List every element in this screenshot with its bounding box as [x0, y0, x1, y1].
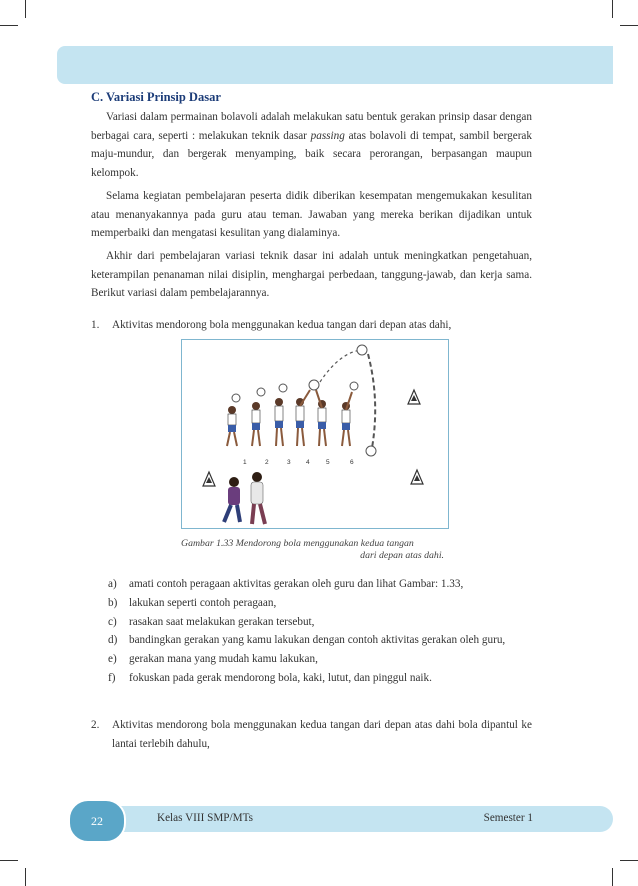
figure-illustration	[181, 339, 449, 529]
figure-caption	[181, 538, 447, 562]
paragraph-2-text: Selama kegiatan pembelajaran peserta didik diberikan kesempatan mengemukakan kesulitan atau menanyakannya pada guru atau teman. Jawaban yang mereka berikan dijadikan untuk memperbaiki dan mengatasi kesulitan yang dialaminya.	[91, 190, 532, 239]
ball-icon	[279, 384, 287, 392]
list-item-label: c)	[108, 615, 117, 628]
header-band	[57, 46, 613, 84]
crop-mark	[620, 860, 638, 861]
section-title: C. Variasi Prinsip Dasar	[91, 90, 221, 104]
player-figure	[342, 392, 352, 446]
crop-mark	[620, 25, 638, 26]
list-item-label: b)	[108, 596, 118, 609]
player-figure	[227, 406, 237, 446]
crop-mark	[612, 0, 613, 18]
item-text: Aktivitas mendorong bola menggunakan kedua tangan dari depan atas dahi,	[112, 319, 452, 331]
step-number: 4	[306, 459, 310, 466]
step-number: 6	[350, 459, 354, 466]
list-item-text: gerakan mana yang mudah kamu lakukan,	[129, 653, 318, 666]
list-item-label: a)	[108, 578, 117, 590]
list-item	[108, 631, 532, 650]
player-figure	[252, 402, 260, 446]
step-number: 5	[326, 459, 330, 466]
step-number: 3	[287, 459, 291, 466]
step-number: 2	[265, 459, 269, 466]
list-item-text: lakukan seperti contoh peragaan,	[129, 596, 277, 609]
step-number: 1	[243, 459, 247, 466]
paragraph-1-italic: passing	[310, 129, 345, 142]
player-figure	[316, 390, 326, 446]
ball-trajectory	[320, 350, 362, 382]
list-item-text: rasakan saat melakukan gerakan tersebut,	[129, 615, 315, 628]
list-item-label: f)	[108, 671, 116, 684]
numbered-item-1	[91, 316, 532, 335]
numbered-item-2	[91, 716, 532, 753]
ball-icon	[232, 394, 240, 402]
crop-mark	[0, 860, 18, 861]
cone-icon	[203, 472, 215, 486]
footer-semester-label: Semester 1	[483, 812, 533, 824]
list-item	[108, 594, 532, 613]
item-number: 2.	[91, 719, 100, 731]
footer-class-label: Kelas VIII SMP/MTs	[157, 812, 253, 824]
page-number: 22	[68, 799, 126, 843]
crop-mark	[612, 868, 613, 886]
observer-figure	[224, 477, 240, 522]
crop-mark	[25, 0, 26, 18]
paragraph-1-rest: atas bolavoli di tempat, sambil bergerak maju-mundur, dan bergerak menyamping, baik secara perorangan, berpasangan maupun kelompok.	[91, 129, 532, 179]
list-item	[108, 575, 532, 594]
player-figure	[275, 398, 283, 446]
list-item-label: d)	[108, 634, 118, 647]
paragraph-3-text: Akhir dari pembelajaran variasi teknik dasar ini adalah untuk meningkatkan pengetahuan, keterampilan penanaman nilai disiplin, menghargai perbedaan, tanggung-jawab, dan kerja sama. Berikut variasi dalam pembelajarannya.	[91, 250, 532, 299]
item-text: Aktivitas mendorong bola menggunakan kedua tangan dari depan atas dahi bola dipantul ke lantai terlebih dahulu,	[112, 719, 532, 750]
activity-steps-list	[108, 575, 532, 688]
ball-icon	[357, 345, 367, 355]
caption-line-1: Gambar 1.33 Mendorong bola menggunakan kedua tangan	[181, 538, 414, 549]
ball-icon	[257, 388, 265, 396]
ball-trajectory	[368, 354, 375, 448]
ball-icon	[350, 382, 358, 390]
caption-line-2: dari depan atas dahi.	[360, 550, 444, 561]
player-figure	[296, 390, 310, 446]
paragraph-1	[91, 108, 532, 182]
ball-icon	[366, 446, 376, 456]
list-item-label: e)	[108, 653, 117, 666]
paragraph-2	[91, 187, 532, 243]
crop-mark	[25, 868, 26, 886]
list-item	[108, 613, 532, 632]
list-item-text: fokuskan pada gerak mendorong bola, kaki, lutut, dan pinggul naik.	[129, 671, 432, 684]
cone-icon	[408, 390, 420, 404]
item-number: 1.	[91, 319, 100, 331]
ball-icon	[309, 380, 319, 390]
list-item-text: bandingkan gerakan yang kamu lakukan dengan contoh aktivitas gerakan oleh guru,	[129, 634, 506, 647]
list-item	[108, 650, 532, 669]
paragraph-3	[91, 247, 532, 303]
list-item	[108, 669, 532, 688]
paragraph-1-text: Variasi dalam permainan bolavoli adalah melakukan satu bentuk gerakan prinsip dasar dengan berbagai cara, seperti : melakukan teknik dasar	[91, 111, 532, 142]
volleyball-illustration	[182, 340, 448, 528]
cone-icon	[411, 470, 423, 484]
crop-mark	[0, 25, 18, 26]
observer-figure	[251, 472, 265, 524]
list-item-text: amati contoh peragaan aktivitas gerakan oleh guru dan lihat Gambar: 1.33,	[129, 578, 464, 590]
